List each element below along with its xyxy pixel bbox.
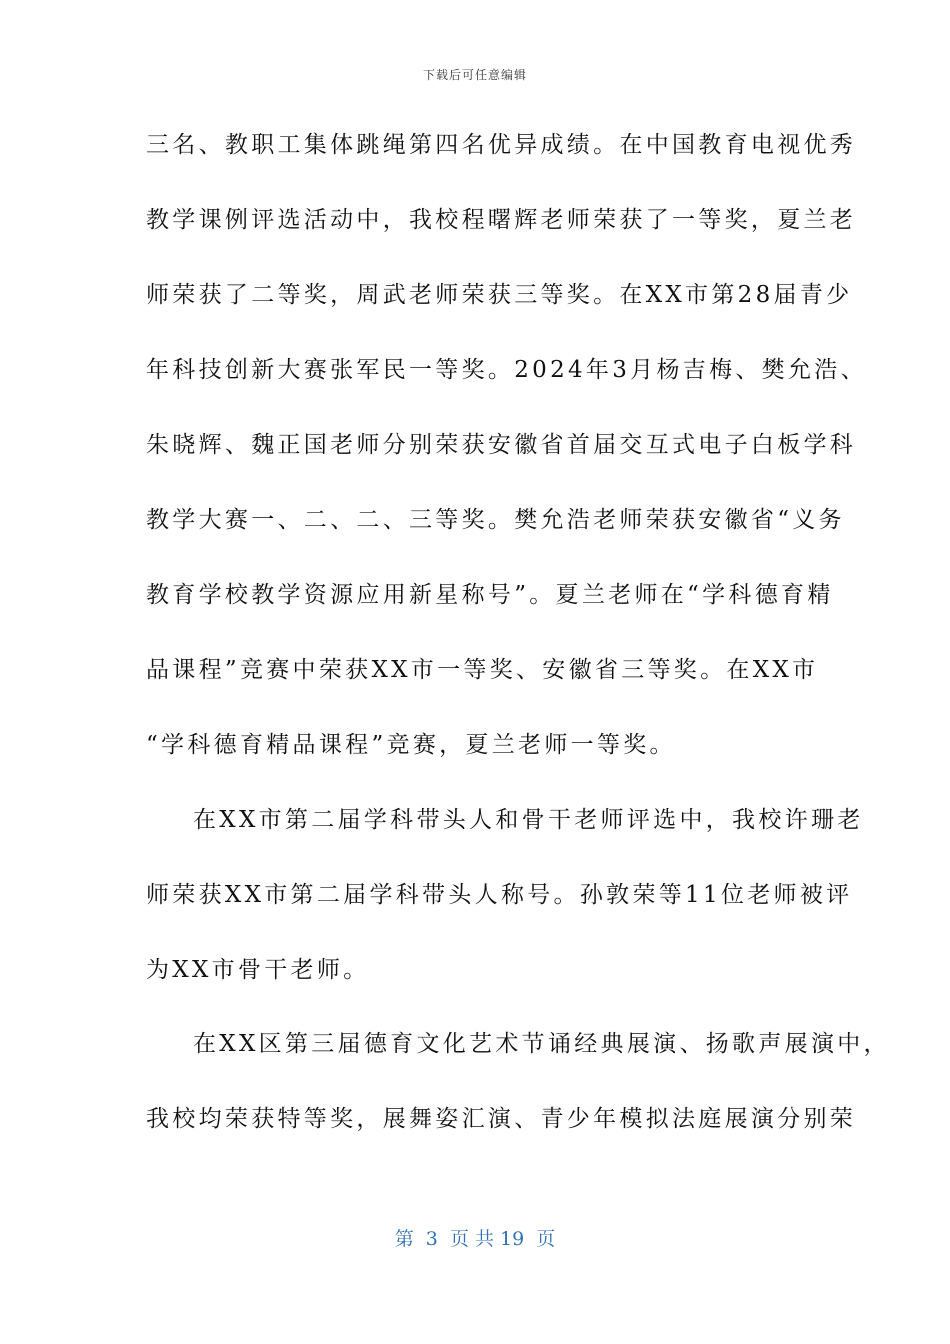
paragraph-line: 在XX区第三届德育文化艺术节诵经典展演、扬歌声展演中， bbox=[193, 1031, 890, 1057]
paragraph-line: 在XX市第二届学科带头人和骨干老师评选中，我校许珊老 bbox=[193, 807, 864, 833]
paragraph-line: 三名、教职工集体跳绳第四名优异成绩。在中国教育电视优秀 bbox=[146, 132, 857, 158]
paragraph-line: 我校均荣获特等奖，展舞姿汇演、青少年模拟法庭展演分别荣 bbox=[146, 1106, 857, 1132]
paragraph-line: 师荣获XX市第二届学科带头人称号。孙敦荣等11位老师被评 bbox=[146, 882, 853, 908]
page-header: 下载后可任意编辑 bbox=[422, 68, 527, 82]
page-number-footer: 第 3 页 共 19 页 bbox=[394, 1228, 556, 1250]
paragraph-line: 品课程”竞赛中荣获XX市一等奖、安徽省三等奖。在XX市 bbox=[146, 657, 819, 683]
paragraph-line: 教学大赛一、二、二、三等奖。樊允浩老师荣获安徽省“义务 bbox=[146, 507, 845, 533]
paragraph-line: 师荣获了二等奖，周武老师荣获三等奖。在XX市第28届青少 bbox=[146, 282, 853, 308]
paragraph-line: 朱晓辉、魏正国老师分别荣获安徽省首届交互式电子白板学科 bbox=[146, 432, 857, 458]
paragraph-line: “学科德育精品课程”竞赛，夏兰老师一等奖。 bbox=[146, 732, 676, 758]
paragraph-line: 年科技创新大赛张军民一等奖。2024年3月杨吉梅、樊允浩、 bbox=[146, 357, 867, 383]
paragraph-line: 教学课例评选活动中，我校程曙辉老师荣获了一等奖，夏兰老 bbox=[146, 207, 857, 233]
paragraph-line: 教育学校教学资源应用新星称号”。夏兰老师在“学科德育精 bbox=[146, 582, 834, 608]
paragraph-line: 为XX市骨干老师。 bbox=[146, 957, 370, 983]
